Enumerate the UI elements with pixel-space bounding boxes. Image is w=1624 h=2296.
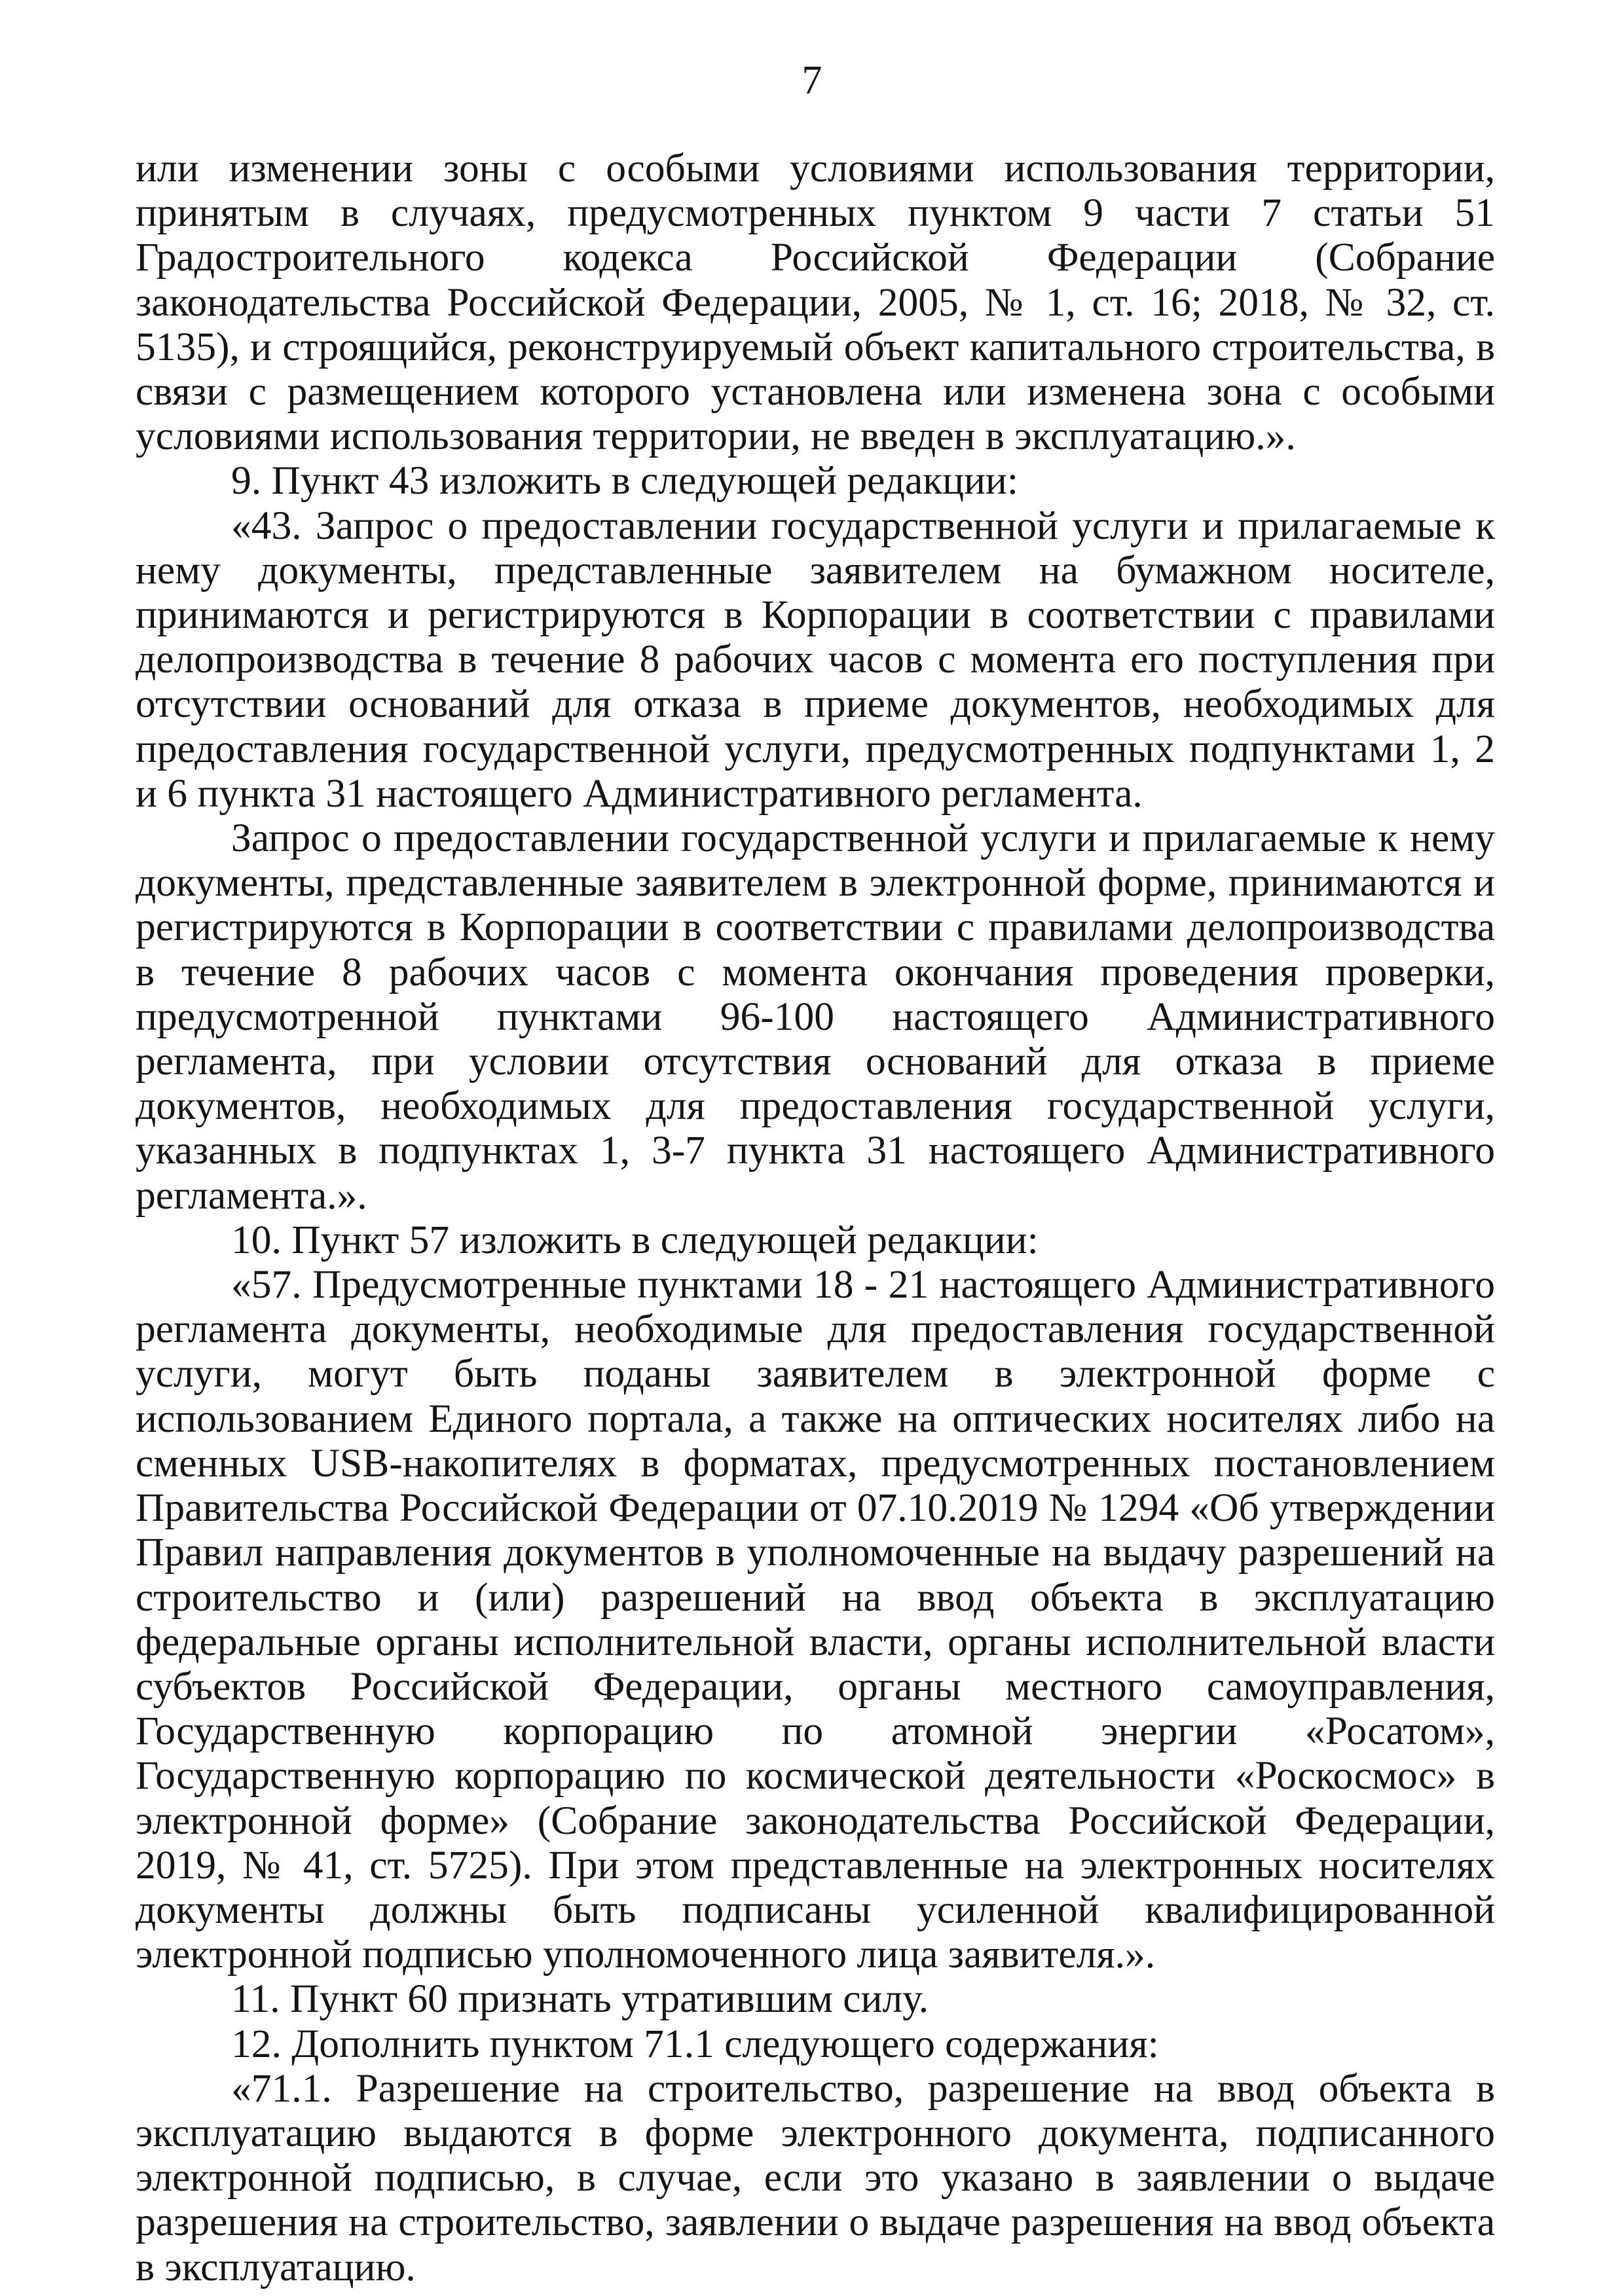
document-body [136,146,1495,2289]
paragraph-item-11: 11. Пункт 60 признать утратившим силу. [231,1977,929,2022]
paragraph-clause-43: «43. Запрос о предоставлении государственной услуги и прилагаемые к нему документы, представленные заявителем на бумажном носителе, принимаются и регистрируются в Корпорации в соответствии с правилами делопроизводства в течение 8 рабочих часов с момента его поступления при отсутствии оснований для отказа в приеме документов, необходимых для предоставления государственной услуги, предусмотренных подпунктами 1, 2 и 6 пункта 31 настоящего Административного регламента. [136,503,1495,816]
paragraph-clause-57: «57. Предусмотренные пунктами 18 - 21 настоящего Административного регламента документы, необходимые для предоставления государственной услуги, могут быть поданы заявителем в электронной форме с использованием Единого портала, а также на оптических носителях либо на сменных USB-накопителях в форматах, предусмотренных постановлением Правительства Российской Федерации от 07.10.2019 № 1294 «Об утверждении Правил направления документов в уполномоченные на выдачу разрешений на строительство и (или) разрешений на ввод объекта в эксплуатацию федеральные органы исполнительной власти, органы исполнительной власти субъектов Российской Федерации, органы местного самоуправления, Государственную корпорацию по атомной энергии «Росатом», Государственную корпорацию по космической деятельности «Роскосмос» в электронной форме» (Собрание законодательства Российской Федерации, 2019, № 41, ст. 5725). При этом представленные на электронных носителях документы должны быть подписаны усиленной квалифицированной электронной подписью уполномоченного лица заявителя.». [136,1262,1495,1977]
page-number: 7 [802,58,822,103]
paragraph-item-12: 12. Дополнить пунктом 71.1 следующего содержания: [231,2021,1159,2066]
paragraph-item-10: 10. Пункт 57 изложить в следующей редакции: [231,1217,1039,1262]
paragraph-continuation: или изменении зоны с особыми условиями использования территории, принятым в случаях, предусмотренных пунктом 9 части 7 статьи 51 Градостроительного кодекса Российской Федерации (Собрание законодательства Российской Федерации, 2005, № 1, ст. 16; 2018, № 32, ст. 5135), и строящийся, реконструируемый объект капитального строительства, в связи с размещением которого установлена или изменена зона с особыми условиями использования территории, не введен в эксплуатацию.». [136,146,1495,459]
paragraph-clause-71-1: «71.1. Разрешение на строительство, разрешение на ввод объекта в эксплуатацию выдаются в форме электронного документа, подписанного электронной подписью, в случае, если это указано в заявлении о выдаче разрешения на строительство, заявлении о выдаче разрешения на ввод объекта в эксплуатацию. [136,2066,1495,2289]
paragraph-item-9: 9. Пункт 43 изложить в следующей редакции: [231,458,1018,503]
paragraph-clause-43-electronic: Запрос о предоставлении государственной услуги и прилагаемые к нему документы, представленные заявителем в электронной форме, принимаются и регистрируются в Корпорации в соответствии с правилами делопроизводства в течение 8 рабочих часов с момента окончания проведения проверки, предусмотренной пунктами 96-100 настоящего Административного регламента, при условии отсутствия оснований для отказа в приеме документов, необходимых для предоставления государственной услуги, указанных в подпунктах 1, 3-7 пункта 31 настоящего Административного регламента.». [136,816,1495,1218]
